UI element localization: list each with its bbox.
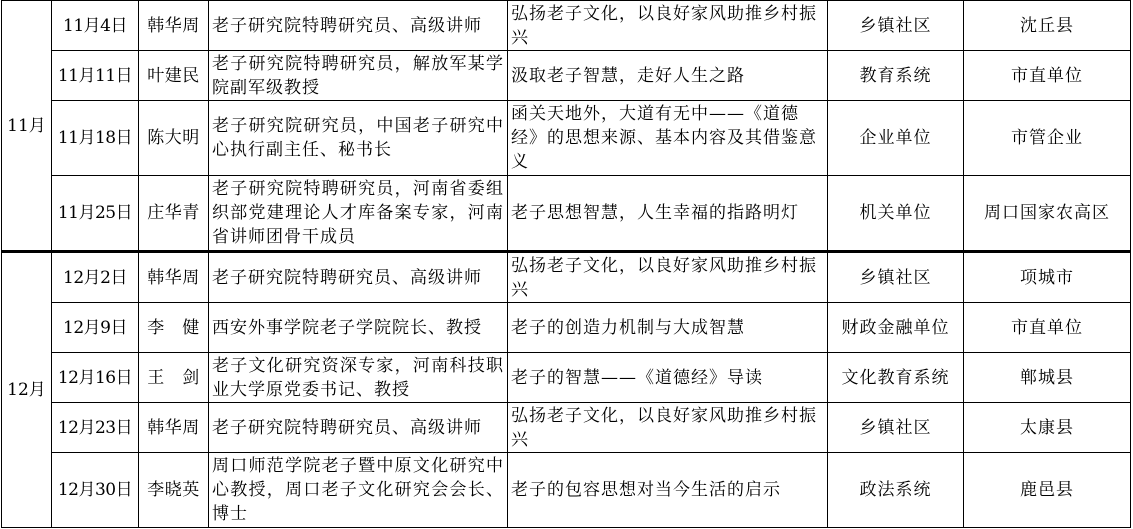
location-cell: 项城市 xyxy=(964,252,1131,303)
audience-unit-cell: 乡镇社区 xyxy=(828,1,964,51)
table-row xyxy=(2,303,1131,353)
lecture-topic-cell: 老子思想智慧，人生幸福的指路明灯 xyxy=(508,176,828,252)
date-cell: 12月30日 xyxy=(52,453,139,528)
lecture-topic-cell: 弘扬老子文化，以良好家风助推乡村振兴 xyxy=(508,252,828,303)
date-cell: 12月16日 xyxy=(52,353,139,403)
speaker-name-cell: 韩华周 xyxy=(139,403,209,453)
location-cell: 鹿邑县 xyxy=(964,453,1131,528)
location-cell: 太康县 xyxy=(964,403,1131,453)
audience-unit-cell: 机关单位 xyxy=(828,176,964,252)
lecture-topic-cell: 函关天地外，大道有无中——《道德经》的思想来源、基本内容及其借鉴意义 xyxy=(508,101,828,176)
table-row xyxy=(2,403,1131,453)
speaker-name-cell: 陈大明 xyxy=(139,101,209,176)
speaker-title-cell: 老子研究院特聘研究员，河南省委组织部党建理论人才库备案专家，河南省讲师团骨干成员 xyxy=(209,176,508,252)
audience-unit-cell: 乡镇社区 xyxy=(828,403,964,453)
table-row xyxy=(2,252,1131,303)
month-cell: 11月 xyxy=(2,1,52,252)
audience-unit-cell: 政法系统 xyxy=(828,453,964,528)
table-row xyxy=(2,51,1131,101)
date-cell: 12月23日 xyxy=(52,403,139,453)
speaker-title-cell: 西安外事学院老子学院院长、教授 xyxy=(209,303,508,353)
table-row xyxy=(2,453,1131,528)
speaker-title-cell: 老子研究院特聘研究员，解放军某学院副军级教授 xyxy=(209,51,508,101)
speaker-name-cell: 李晓英 xyxy=(139,453,209,528)
date-cell: 12月9日 xyxy=(52,303,139,353)
lecture-topic-cell: 弘扬老子文化，以良好家风助推乡村振兴 xyxy=(508,1,828,51)
lecture-topic-cell: 老子的包容思想对当今生活的启示 xyxy=(508,453,828,528)
table-row xyxy=(2,101,1131,176)
audience-unit-cell: 教育系统 xyxy=(828,51,964,101)
location-cell: 市直单位 xyxy=(964,303,1131,353)
lecture-topic-cell: 老子的智慧——《道德经》导读 xyxy=(508,353,828,403)
location-cell: 郸城县 xyxy=(964,353,1131,403)
date-cell: 12月2日 xyxy=(52,252,139,303)
table-row xyxy=(2,1,1131,51)
table-row xyxy=(2,176,1131,252)
lecture-topic-cell: 汲取老子智慧，走好人生之路 xyxy=(508,51,828,101)
audience-unit-cell: 乡镇社区 xyxy=(828,252,964,303)
date-cell: 11月4日 xyxy=(52,1,139,51)
speaker-name-cell: 叶建民 xyxy=(139,51,209,101)
speaker-name-cell: 韩华周 xyxy=(139,1,209,51)
location-cell: 市管企业 xyxy=(964,101,1131,176)
speaker-name-cell: 庄华青 xyxy=(139,176,209,252)
speaker-name-cell: 韩华周 xyxy=(139,252,209,303)
lecture-topic-cell: 弘扬老子文化，以良好家风助推乡村振兴 xyxy=(508,403,828,453)
location-cell: 沈丘县 xyxy=(964,1,1131,51)
speaker-name-cell: 李 健 xyxy=(139,303,209,353)
table-row xyxy=(2,353,1131,403)
speaker-title-cell: 周口师范学院老子暨中原文化研究中心教授，周口老子文化研究会会长、博士 xyxy=(209,453,508,528)
speaker-name-cell: 王 剑 xyxy=(139,353,209,403)
date-cell: 11月11日 xyxy=(52,51,139,101)
speaker-title-cell: 老子研究院研究员，中国老子研究中心执行副主任、秘书长 xyxy=(209,101,508,176)
date-cell: 11月25日 xyxy=(52,176,139,252)
audience-unit-cell: 企业单位 xyxy=(828,101,964,176)
lecture-topic-cell: 老子的创造力机制与大成智慧 xyxy=(508,303,828,353)
date-cell: 11月18日 xyxy=(52,101,139,176)
speaker-title-cell: 老子研究院特聘研究员、高级讲师 xyxy=(209,252,508,303)
audience-unit-cell: 财政金融单位 xyxy=(828,303,964,353)
audience-unit-cell: 文化教育系统 xyxy=(828,353,964,403)
speaker-title-cell: 老子研究院特聘研究员、高级讲师 xyxy=(209,1,508,51)
lecture-schedule-table xyxy=(1,0,1131,528)
location-cell: 周口国家农高区 xyxy=(964,176,1131,252)
month-cell: 12月 xyxy=(2,252,52,528)
speaker-title-cell: 老子研究院特聘研究员、高级讲师 xyxy=(209,403,508,453)
speaker-title-cell: 老子文化研究资深专家，河南科技职业大学原党委书记、教授 xyxy=(209,353,508,403)
location-cell: 市直单位 xyxy=(964,51,1131,101)
